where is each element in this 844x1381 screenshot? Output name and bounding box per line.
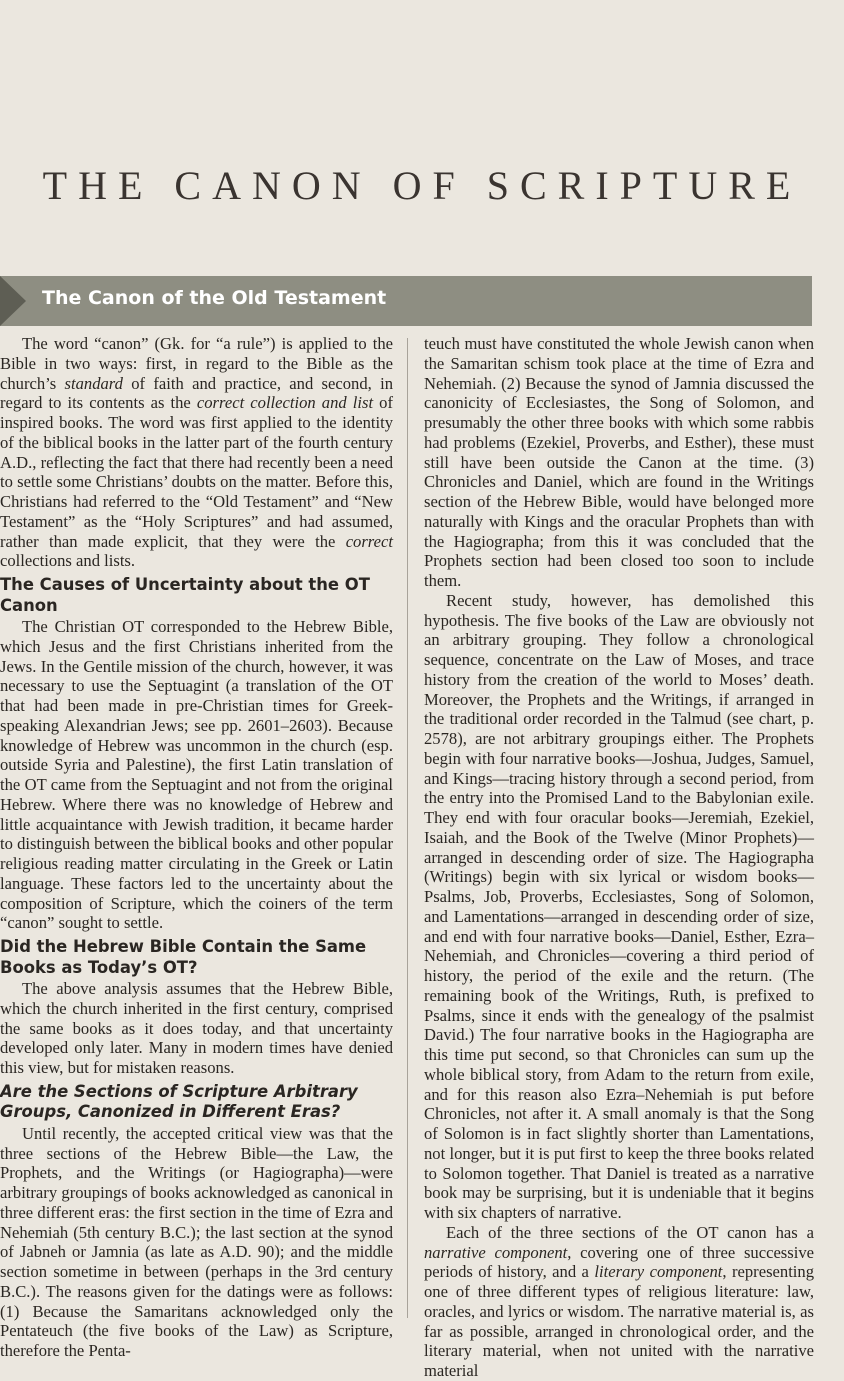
paragraph-continuation: teuch must have constituted the whole Jewish canon when the Samaritan schism took place at the time of Ezra and Nehemiah. (2) Because the synod of Jamnia discussed the canonicity of Ecclesiastes, the Song of Solomon, and presumably the other three books with which some rabbis had problems (Ezekiel, Proverbs, and Esther), these must still have been outside the Canon at the time. (3) Chronicles and Daniel, which are found in the Writings section of the Hebrew Bible, would have belonged more naturally with Kings and the oracular Prophets than with the Hagiographa; from this it was concluded that the Prophets section had been closed too soon to include them. [424,334,814,590]
heading-causes-of-uncertainty: The Causes of Uncertainty about the OT Canon [0,575,370,615]
paragraph-critical-view: Until recently, the accepted critical view was that the three sections of the Hebrew Bible—the Law, the Prophets, and the Writings (or Hagiographa)—were arbitrary groupings of books acknowledged as canonical in three different eras: the first section in the time of Ezra and Nehemiah (5th century B.C.); the last section at the synod of Jabneh or Jamnia (as late as A.D. 90); and the middle section sometime in between (perhaps in the 3rd century B.C.). The reasons given for the datings were as follows: (1) Because the Samaritans acknowledged only the Pentateuch (the five books of the Law) as Scripture, therefore the Penta- [0,1123,393,1360]
banner-title: The Canon of the Old Testament [42,287,387,309]
paragraph-intro: The word “canon” (Gk. for “a rule”) is applied to the Bible in two ways: first, in regard to the Bible as the church’s standard of faith and practice, and second, in regard to its contents as the correct collection and list of inspired books. The word was first applied to the identity of the biblical books in the latter part of the fourth century A.D., reflecting the fact that there had recently been a need to settle some Christians’ doubts on the matter. Before this, Christians had referred to the “Old Testament” and “New Testament” as the “Holy Scriptures” and had assumed, rather than made explicit, that they were the correct collections and lists. [0,334,393,571]
section-banner [0,276,812,326]
paragraph-causes: The Christian OT corresponded to the Hebrew Bible, which Jesus and the first Christians inherited from the Jews. In the Gentile mission of the church, however, it was necessary to use the Septuagint (a translation of the OT that had been made in pre-Christian times for Greek-speaking Alexandrian Jews; see pp. 2601–2603). Because knowledge of Hebrew was uncommon in the church (esp. outside Syria and Palestine), the first Latin translation of the OT came from the Septuagint and not from the original Hebrew. Where there was no knowledge of Hebrew and little acquaintance with Jewish tradition, it became harder to distinguish between the biblical books and other popular religious reading matter circulating in the Greek or Latin language. These factors led to the uncertainty about the composition of Scripture, which the coiners of the term “canon” sought to settle. [0,617,393,933]
heading-hebrew-bible-same-books: Did the Hebrew Bible Contain the Same Books as Today’s OT? [0,937,367,977]
heading-sections-arbitrary: Are the Sections of Scripture Arbitrary Groups, Canonized in Different Eras? [0,1081,358,1122]
column-divider [407,338,408,1318]
page-title: THE CANON OF SCRIPTURE [42,163,802,208]
banner-arrow-icon [0,276,26,326]
paragraph-components: Each of the three sections of the OT canon has a narrative component, covering one of three successive periods of history, and a literary component, representing one of three different types of religious literature: law, oracles, and lyrics or wisdom. The narrative material is, as far as possible, arranged in chronological order, and the literary material, when not united with the narrative material [424,1222,815,1380]
paragraph-analysis: The above analysis assumes that the Hebrew Bible, which the church inherited in the first century, comprised the same books as it does today, and that uncertainty developed only later. Many in modern times have denied this view, but for mistaken reasons. [0,979,393,1077]
paragraph-recent-study: Recent study, however, has demolished this hypothesis. The five books of the Law are obviously not an arbitrary grouping. They follow a chronological sequence, concentrate on the Law of Moses, and trace history from the creation of the world to Moses’ death. Moreover, the Prophets and the Writings, if arranged in the traditional order recorded in the Talmud (see chart, p. 2578), are not arbitrary groupings either. The Prophets begin with four narrative books—Joshua, Judges, Samuel, and Kings—tracing history through a second period, from the entry into the Promised Land to the Babylonian exile. They end with four oracular books—Jeremiah, Ezekiel, Isaiah, and the Book of the Twelve (Minor Prophets)—arranged in descending order of size. The Hagiographa (Writings) begin with six lyrical or wisdom books—Psalms, Job, Proverbs, Ecclesiastes, Song of Solomon, and Lamentations—arranged in descending order of size, and end with four narrative books—Daniel, Esther, Ezra–Nehemiah, and Chronicles—covering a third period of history, the period of the exile and the return. (The remaining book of the Writings, Ruth, is prefixed to Psalms, since it ends with the genealogy of the psalmist David.) The four narrative books in the Hagiographa are this time put second, so that Chronicles can sum up the whole biblical story, from Adam to the return from exile, and for this reason also Ezra–Nehemiah is put before Chronicles, not after it. A small anomaly is that the Song of Solomon is in fact slightly shorter than Lamentations, not longer, but it is put first to keep the three books related to Solomon together. That Daniel is treated as a narrative book may be surprising, but it is undeniable that it begins with six chapters of narrative. [424,590,814,1222]
left-column [0,334,393,1361]
right-column [424,334,814,1381]
